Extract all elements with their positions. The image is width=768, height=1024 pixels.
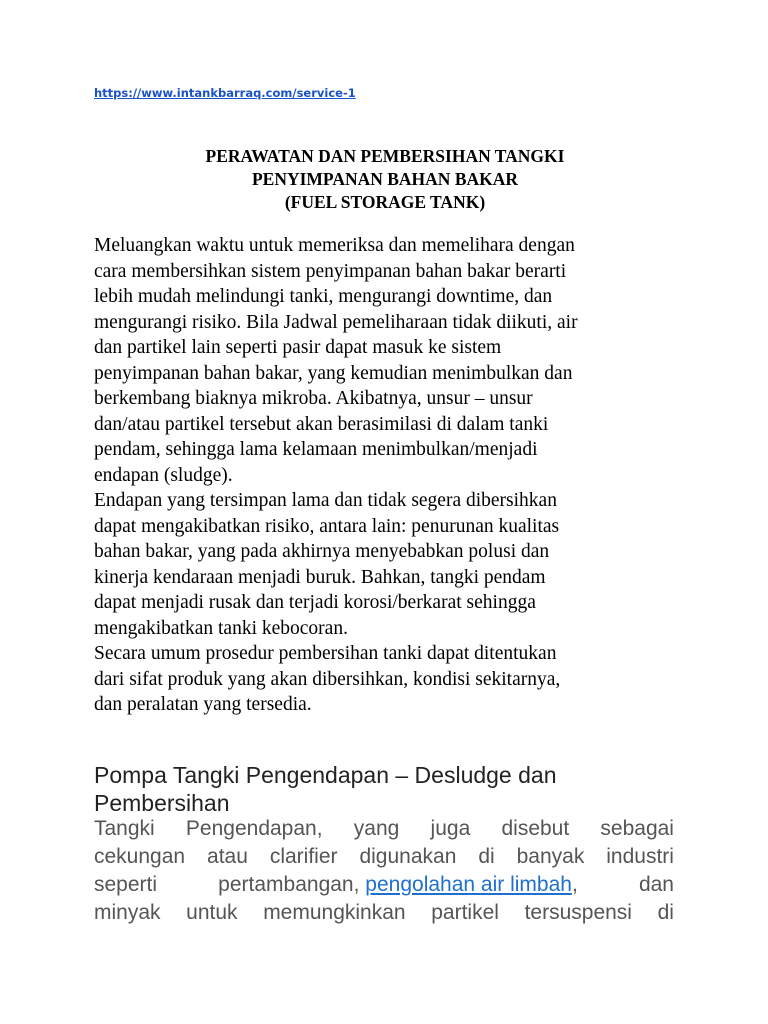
body-line: bahan bakar, yang pada akhirnya menyebabkan polusi dan [94, 541, 550, 562]
body-line: cara membersihkan sistem penyimpanan bahan bakar berarti [94, 260, 567, 282]
section-paragraph [94, 815, 674, 927]
section-word: digunakan [359, 845, 457, 868]
section-word: industri [606, 845, 674, 868]
section-word: sebagai [600, 817, 674, 840]
document-title [94, 145, 676, 214]
title-line: PENYIMPANAN BAHAN BAKAR [251, 169, 519, 189]
section-heading [94, 761, 694, 817]
section-word: cekungan [94, 845, 186, 868]
body-line: dapat menjadi rusak dan terjadi korosi/berkarat sehingga [94, 592, 536, 613]
section-heading-line: Pembersihan [94, 790, 230, 816]
section-word: untuk [186, 901, 238, 924]
section-word-group [218, 871, 578, 899]
body-line: penyimpanan bahan bakar, yang kemudian menimbulkan dan [94, 362, 573, 384]
body-line: dan/atau partikel tersebut akan berasimilasi di dalam tanki [94, 413, 549, 435]
section-word: memungkinkan [263, 901, 406, 924]
body-line: pendam, sehingga lama kelamaan menimbulkan/menjadi [94, 439, 538, 460]
section-word: partikel [431, 901, 499, 924]
section-word: banyak [516, 845, 585, 868]
body-line: Meluangkan waktu untuk memeriksa dan memelihara dengan [94, 235, 575, 256]
body-line: dan peralatan yang tersedia. [94, 694, 312, 715]
body-line: lebih mudah melindungi tanki, mengurangi downtime, dan [94, 286, 553, 307]
section-word: yang [353, 817, 400, 840]
section-word: Tangki [94, 817, 155, 840]
title-line: PERAWATAN DAN PEMBERSIHAN TANGKI [205, 146, 565, 166]
body-line: Secara umum prosedur pembersihan tanki dapat ditentukan [94, 643, 557, 664]
section-line [94, 899, 674, 927]
section-heading-line: Pompa Tangki Pengendapan – Desludge dan [94, 762, 557, 788]
body-line: Endapan yang tersimpan lama dan tidak segera dibersihkan [94, 490, 557, 511]
section-word: disebut [501, 817, 570, 840]
section-line [94, 815, 674, 843]
section-word: atau [207, 845, 248, 868]
body-line: dapat mengakibatkan risiko, antara lain: penurunan kualitas [94, 515, 560, 537]
section-word: Pengendapan, [185, 817, 323, 840]
title-line: (FUEL STORAGE TANK) [284, 192, 486, 212]
body-line: mengurangi risiko. Bila Jadwal pemeliharaan tidak diikuti, air [94, 311, 578, 333]
section-word: di [657, 901, 674, 924]
section-word: minyak [94, 901, 161, 924]
body-paragraphs [94, 233, 684, 718]
body-line: berkembang biaknya mikroba. Akibatnya, unsur – unsur [94, 388, 533, 409]
body-line: kinerja kendaraan menjadi buruk. Bahkan, tangki pendam [94, 566, 546, 588]
body-line: dan partikel lain seperti pasir dapat masuk ke sistem [94, 337, 502, 358]
source-url-link[interactable]: https://www.intankbarraq.com/service-1 [94, 86, 356, 100]
section-word: dan [638, 873, 674, 896]
section-word: pertambangan, [218, 873, 360, 896]
section-word: , [571, 873, 578, 896]
section-word: juga [430, 817, 471, 840]
section-word: clarifier [269, 845, 338, 868]
wastewater-treatment-link[interactable]: pengolahan air limbah [365, 873, 572, 896]
section-word: di [478, 845, 495, 868]
section-line [94, 871, 674, 899]
body-line: dari sifat produk yang akan dibersihkan, kondisi sekitarnya, [94, 668, 561, 690]
section-word: tersuspensi [524, 901, 632, 924]
section-line [94, 843, 674, 871]
body-line: mengakibatkan tanki kebocoran. [94, 617, 348, 639]
body-line: endapan (sludge). [94, 464, 233, 486]
section-word: seperti [94, 873, 158, 896]
